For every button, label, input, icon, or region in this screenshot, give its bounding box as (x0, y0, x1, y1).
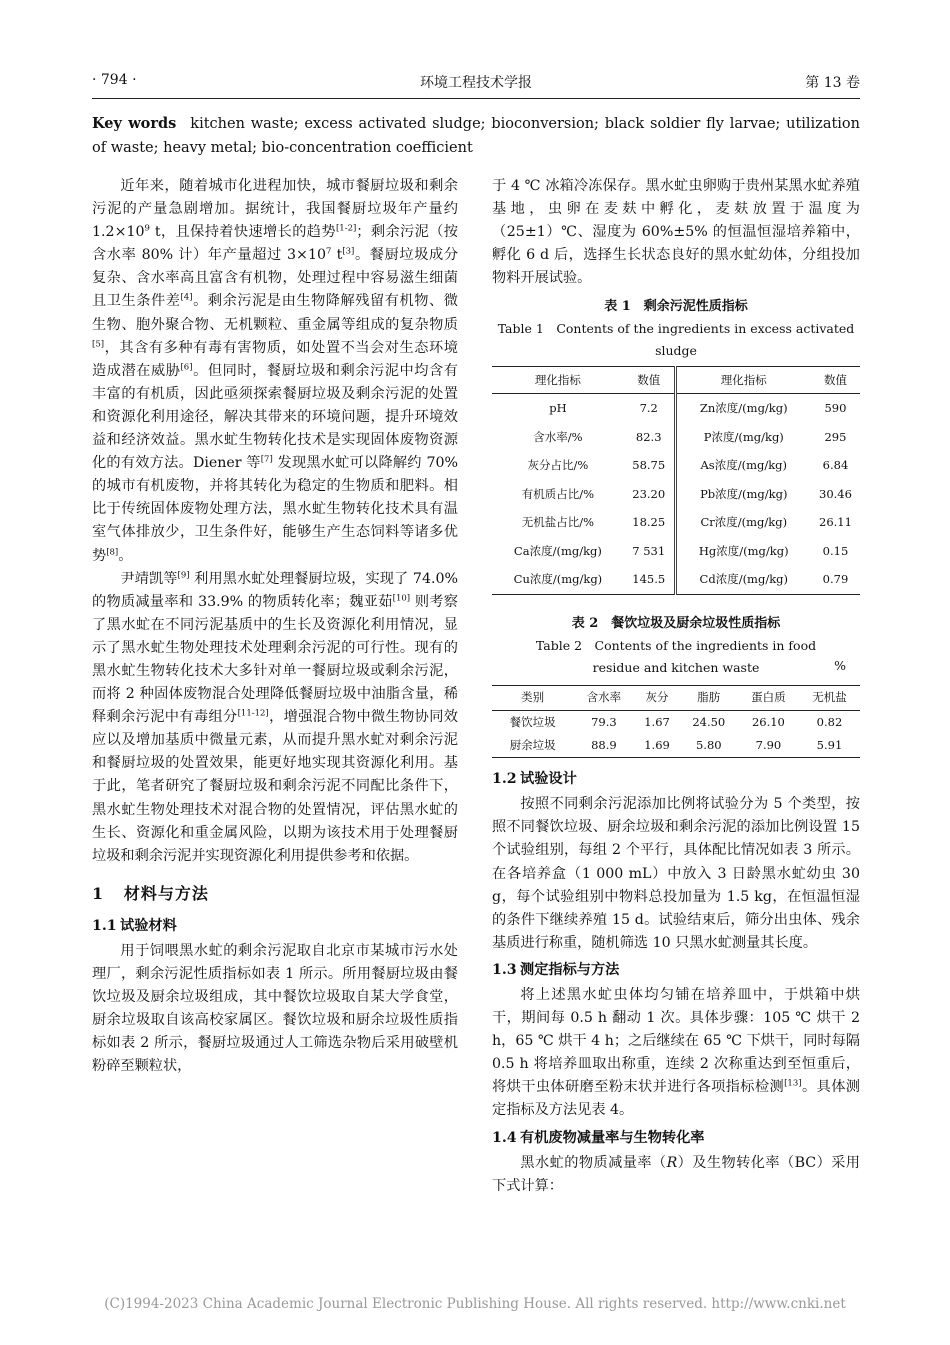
table-2-unit: % (834, 657, 846, 673)
table-row: 含水率/% 82.3 P浓度/(mg/kg) 295 (492, 423, 860, 452)
table-1 (492, 366, 860, 595)
citation[interactable]: [5] (92, 338, 105, 349)
table-2-caption-cn: 表 2 餐饮垃圾及厨余垃圾性质指标 (571, 615, 781, 631)
table-1-header: 理化指标 数值 理化指标 数值 (492, 367, 860, 394)
section-1-1-heading: 1.1 试验材料 (92, 917, 177, 934)
table-row: 无机盐占比/% 18.25 Cr浓度/(mg/kg) 26.11 (492, 508, 860, 537)
left-column (92, 175, 458, 1079)
copyright-footer: (C)1994-2023 China Academic Journal Electronic Publishing House. All rights reserved. http://www.cnki.net (104, 1296, 846, 1312)
table-row: 厨余垃圾 88.9 1.69 5.80 7.90 5.91 (492, 734, 860, 758)
citation[interactable]: [9] (177, 569, 190, 580)
table-2-caption-en-1: Table 2 Contents of the ingredients in food (535, 637, 817, 653)
section-1-4-heading: 1.4 有机废物减量率与生物转化率 (492, 1129, 705, 1146)
table-1-caption-cn: 表 1 剩余污泥性质指标 (604, 299, 748, 315)
design-paragraph: 按照不同剩余污泥添加比例将试验分为 5 个类型，按照不同餐饮垃圾、厨余垃圾和剩余污泥的添加比例设置 15 个试验组别，每组 2 个平行，具体配比情况如表 3 所示。在各培养盒（1 000 mL）中放入 3 日龄黑水虻幼虫 30 g，每个试验组别中物料总投加量为 1.5 kg，在恒温恒湿的条件下继续养殖 15 d。试验结束后，筛分出虫体、残余基质进行称重，随机筛选 10 只黑水虻测量其长度。 (492, 796, 860, 951)
citation[interactable]: [4] (180, 292, 193, 303)
table-2 (492, 685, 860, 758)
citation[interactable]: [3] (342, 246, 355, 257)
section-1-3-heading: 1.3 测定指标与方法 (492, 961, 620, 978)
citation[interactable]: [1-2] (335, 223, 357, 234)
keywords-label: Key words (92, 115, 177, 132)
table-row: Cu浓度/(mg/kg) 145.5 Cd浓度/(mg/kg) 0.79 (492, 565, 860, 594)
methods-paragraph: 将上述黑水虻虫体均匀铺在培养皿中，于烘箱中烘干，期间每 0.5 h 翻动 1 次。具体步骤：105 ℃ 烘干 2 h，65 ℃ 烘干 4 h；之后继续在 65 ℃ 下烘干，同时每隔 0.5 h 将培养皿取出称重，连续 2 次称重达到至恒重后，将烘干虫体研磨至粉末状并进行各项指标检测[13]。具体测定指标及方法见表 4。 (492, 987, 860, 1119)
materials-paragraph: 用于饲喂黑水虻的剩余污泥取自北京市某城市污水处理厂，剩余污泥性质指标如表 1 所示。所用餐厨垃圾由餐饮垃圾及厨余垃圾组成，其中餐饮垃圾取自某大学食堂，厨余垃圾取自该高校家属区。餐饮垃圾和厨余垃圾性质指标如表 2 所示，餐厨垃圾通过人工筛选杂物后采用破壁机粉碎至颗粒状， (92, 943, 458, 1075)
table-row: 餐饮垃圾 79.3 1.67 24.50 26.10 0.82 (509, 714, 843, 729)
table-row: Ca浓度/(mg/kg) 7 531 Hg浓度/(mg/kg) 0.15 (492, 537, 860, 566)
intro-paragraph-1: 近年来，随着城市化进程加快，城市餐厨垃圾和剩余污泥的产量急剧增加。据统计，我国餐厨垃圾年产量约 $1.2\times 10^9$ t，且保持着快速增长的趋势[1-2]；剩余污泥（按含水率 80% 计）年产量超过 $3\times 10^7$ t[3]。餐厨垃圾成分复杂、含水率高且富含有机物，处理过程中容易滋生细菌且卫生条件差[4]。剩余污泥是由生物降解残留有机物、微生物、胞外聚合物、无机颗粒、重金属等组成的复杂物质[5]，其含有多种有毒有害物质，如处置不当会对生态环境造成潜在威胁[6]。但同时，餐厨垃圾和剩余污泥中均含有丰富的有机质，因此亟须探索餐厨垃圾及剩余污泥的处置和资源化利用途径，解决其带来的环境问题，提升环境效益和经济效益。黑水虻生物转化技术是实现固体废物资源化的有效方法。Diener 等[7] 发现黑水虻可以降解约 70% 的城市有机废物，并将其转化为稳定的生物质和肥料。相比于传统固体废物处理方法，黑水虻生物转化技术具有温室气体排放少，卫生条件好，能够生产生态饲料等诸多优势[8]。 (92, 178, 459, 564)
citation[interactable]: [6] (180, 362, 193, 373)
citation[interactable]: [13] (784, 1078, 802, 1089)
journal-title: 环境工程技术学报 (420, 75, 532, 91)
citation[interactable]: [10] (392, 592, 411, 603)
table-row: 灰分占比/% 58.75 As浓度/(mg/kg) 6.84 (492, 451, 860, 480)
section-1-2-heading: 1.2 试验设计 (492, 771, 577, 788)
right-column (492, 175, 860, 1198)
section-1-heading: 1 材料与方法 (92, 883, 209, 903)
keywords (92, 112, 860, 160)
citation[interactable]: [8] (106, 546, 119, 557)
materials-paragraph-cont: 于 4 ℃ 冰箱冷冻保存。黑水虻虫卵购于贵州某黑水虻养殖基地，虫卵在麦麸中孵化，麦麸放置于温度为（25±1）℃、湿度为 60%±5% 的恒温恒湿培养箱中，孵化 6 d 后，选择生长状态良好的黑水虻幼体，分组投加物料开展试验。 (492, 178, 860, 287)
citation[interactable]: [7] (260, 454, 273, 465)
intro-paragraph-2: 尹靖凯等[9] 利用黑水虻处理餐厨垃圾，实现了 74.0% 的物质减量率和 33.9% 的物质转化率；魏亚茹[10] 则考察了黑水虻在不同污泥基质中的生长及资源化利用情况，显示了黑水虻生物处理技术处理剩余污泥的可行性。现有的黑水虻生物转化技术大多针对单一餐厨垃圾或剩余污泥，而将 2 种固体废物混合处理降低餐厨垃圾中油脂含量，稀释剩余污泥中有毒组分[11-12]，增强混合物中微生物协同效应以及增加基质中微量元素，从而提升黑水虻对剩余污泥和餐厨垃圾的处置效果，能更好地实现其资源化利用。基于此，笔者研究了餐厨垃圾和剩余污泥不同配比条件下，黑水虻生物处理技术对混合物的处置情况，评估黑水虻的生长、资源化和重金属风险，以期为该技术用于处理餐厨垃圾和剩余污泥并实现资源化利用提供参考和依据。 (92, 569, 458, 864)
table-2-caption-en-2: residue and kitchen waste % (492, 657, 860, 679)
citation[interactable]: [11-12] (237, 708, 269, 719)
volume-label: 第 13 卷 (805, 75, 860, 91)
page-header (92, 72, 860, 94)
table-2-header: 类别 含水率 灰分 脂肪 蛋白质 无机盐 (492, 685, 860, 710)
table-1-caption-en: Table 1 Contents of the ingredients in excess activated sludge (497, 321, 855, 359)
header-rule (92, 98, 860, 99)
table-row: 有机质占比/% 23.20 Pb浓度/(mg/kg) 30.46 (492, 480, 860, 509)
keywords-text: kitchen waste; excess activated sludge; bioconversion; black soldier fly larvae; utilization of waste; heavy metal; bio-concentration coefficient (92, 116, 861, 156)
formula-intro-paragraph: 黑水虻的物质减量率（R）及生物转化率（BC）采用下式计算： (492, 1154, 860, 1194)
page-number: · 794 · (92, 72, 137, 88)
table-row: pH 7.2 Zn浓度/(mg/kg) 590 (492, 394, 860, 423)
